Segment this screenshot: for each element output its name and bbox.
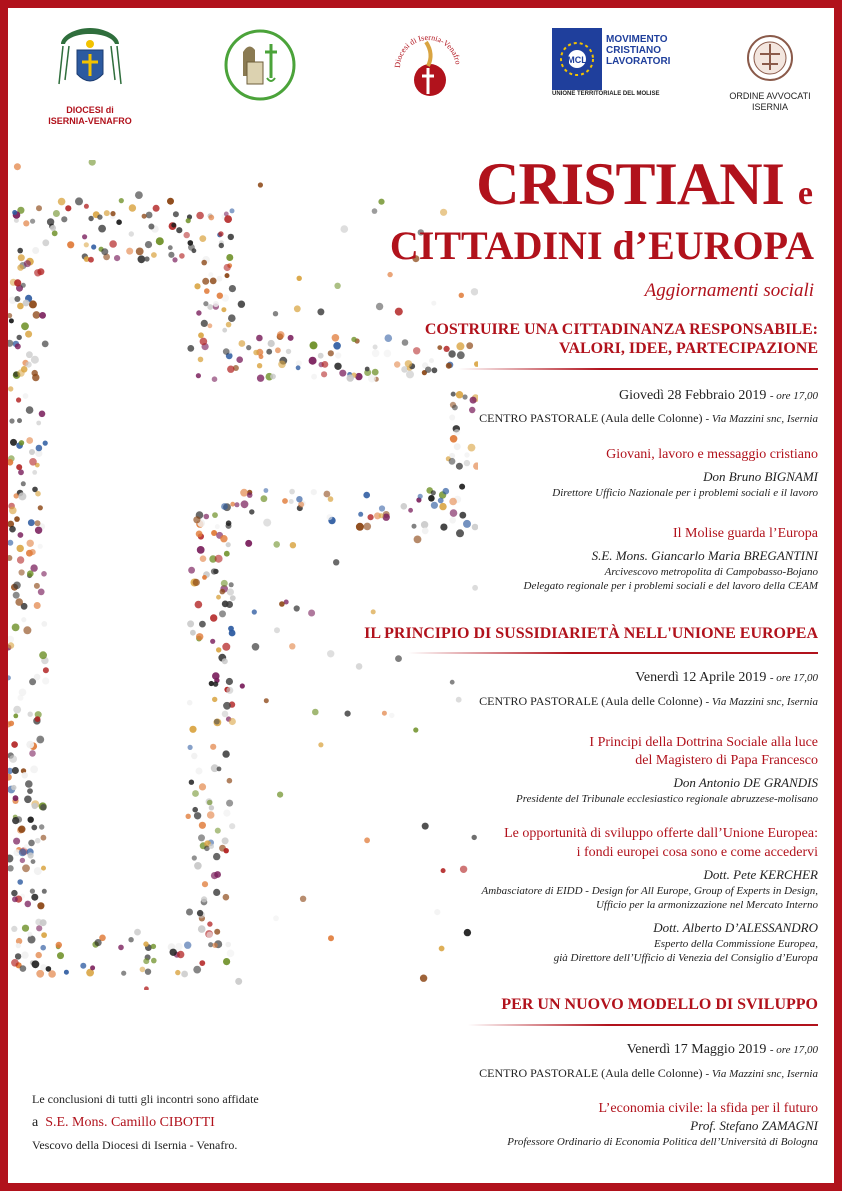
talk4-speaker1: Dott. Pete KERCHER xyxy=(703,867,818,882)
talk3-speaker-role: Presidente del Tribunale ecclesiastico regionale abruzzese-molisano xyxy=(516,793,818,805)
talk4-speaker2-role2: già Direttore dell’Ufficio di Venezia del Consiglio d’Europa xyxy=(553,952,818,964)
title-line2: CITTADINI d’EUROPA xyxy=(389,223,814,268)
mcl-badge xyxy=(552,28,602,90)
crowd-cross-image xyxy=(8,160,478,990)
section2-time: - ore 17,00 xyxy=(769,672,818,684)
talk2-title: Il Molise guarda l’Europa xyxy=(672,526,818,541)
avvocati-caption xyxy=(720,91,820,113)
section3-date-text: Venerdì 17 Maggio 2019 xyxy=(626,1042,767,1057)
closing-line3: Vescovo della Diocesi di Isernia - Venafro. xyxy=(32,1138,238,1152)
section2-place-text: CENTRO PASTORALE (Aula delle Colonne) xyxy=(479,694,703,708)
talk4-speaker2: Dott. Alberto D’ALESSANDRO xyxy=(653,920,818,935)
section3-place xyxy=(479,1065,818,1082)
talk5-speaker-role: Professore Ordinario di Economia Politica dell’Università di Bologna xyxy=(507,1136,818,1148)
avvocati-seal-icon xyxy=(745,30,795,86)
coat-of-arms-icon xyxy=(55,24,125,100)
talk1-title: Giovani, lavoro e messaggio cristiano xyxy=(606,447,818,462)
section1-place xyxy=(479,410,818,427)
title-suffix: e xyxy=(797,175,812,212)
section3-place-text: CENTRO PASTORALE (Aula delle Colonne) xyxy=(479,1066,703,1080)
logo-bar xyxy=(20,24,822,134)
section1-heading-line2: VALORI, IDEE, PARTECIPAZIONE xyxy=(558,340,818,357)
mcl-line3: LAVORATORI xyxy=(606,56,671,67)
talk5-title: L’economia civile: la sfida per il futuro xyxy=(598,1101,818,1116)
section1-time: - ore 17,00 xyxy=(769,390,818,402)
section3-heading xyxy=(501,995,818,1014)
section2-heading-line1: IL PRINCIPIO DI SUSSIDIARIETÀ NELL'UNIONE EUROPEA xyxy=(364,625,818,642)
talk1-speaker-role: Direttore Ufficio Nazionale per i problemi sociali e il lavoro xyxy=(552,487,818,499)
mcl-globe-icon xyxy=(555,37,599,81)
talk3-title-line2: del Magistero di Papa Francesco xyxy=(635,753,818,768)
talk3-speaker: Don Antonio DE GRANDIS xyxy=(673,775,818,790)
talk2-speaker: S.E. Mons. Giancarlo Maria BREGANTINI xyxy=(591,548,818,563)
subtitle: Aggiornamenti sociali xyxy=(644,280,814,301)
mcl-logo xyxy=(552,28,677,98)
cuore-logo xyxy=(220,28,300,107)
main-title xyxy=(476,150,812,219)
talk4-speaker1-role2: Ufficio per la armonizzazione nel Mercato Interno xyxy=(595,899,818,911)
closing-line1: Le conclusioni di tutti gli incontri sono affidate xyxy=(32,1092,259,1106)
closing-note xyxy=(32,1088,259,1157)
diocesi-coat-of-arms-logo xyxy=(40,24,140,127)
closing-name: S.E. Mons. Camillo CIBOTTI xyxy=(45,1115,215,1130)
diocesi-caption xyxy=(40,105,140,127)
section3-heading-line1: PER UN NUOVO MODELLO DI SVILUPPO xyxy=(501,996,818,1013)
mcl-line1: MOVIMENTO xyxy=(606,34,668,45)
section2-address: - Via Mazzini snc, Isernia xyxy=(705,696,818,708)
title-line1: CRISTIANI xyxy=(476,151,784,217)
talk2-speaker-role1: Arcivescovo metropolita di Campobasso-Bojano xyxy=(604,566,818,578)
closing-prefix: a xyxy=(32,1115,39,1130)
section3-time: - ore 17,00 xyxy=(769,1044,818,1056)
diocesi-caption-line2: ISERNIA-VENAFRO xyxy=(48,116,132,126)
section3-address: - Via Mazzini snc, Isernia xyxy=(705,1068,818,1080)
diocesi-emblem-icon xyxy=(388,24,468,104)
diocesi-caption-line1: DIOCESI di xyxy=(66,105,114,115)
avvocati-caption-line1: ORDINE AVVOCATI xyxy=(729,91,811,101)
section2-place xyxy=(479,693,818,710)
section2-date xyxy=(635,670,818,686)
section2-divider xyxy=(408,652,818,654)
section3-divider xyxy=(468,1024,818,1026)
section1-address: - Via Mazzini snc, Isernia xyxy=(705,413,818,425)
section1-place-text: CENTRO PASTORALE (Aula delle Colonne) xyxy=(479,411,703,425)
talk4-speaker1-role1: Ambasciatore di EIDD - Design for All Europe, Group of Experts in Design, xyxy=(481,885,818,897)
heart-cross-icon xyxy=(223,28,297,102)
avvocati-logo xyxy=(720,30,820,113)
mcl-caption: UNIONE TERRITORIALE DEL MOLISE xyxy=(552,91,660,97)
talk1-speaker: Don Bruno BIGNAMI xyxy=(703,469,818,484)
section1-heading xyxy=(425,320,818,358)
talk4-title-line2: i fondi europei cosa sono e come accedervi xyxy=(576,845,818,860)
talk5-speaker: Prof. Stefano ZAMAGNI xyxy=(690,1118,818,1133)
section2-date-text: Venerdì 12 Aprile 2019 xyxy=(635,670,767,685)
mcl-wordmark xyxy=(606,34,670,67)
talk2-speaker-role2: Delegato regionale per i problemi sociali e del lavoro della CEAM xyxy=(523,580,818,592)
section1-heading-line1: COSTRUIRE UNA CITTADINANZA RESPONSABILE: xyxy=(424,321,818,338)
section1-date-text: Giovedì 28 Febbraio 2019 xyxy=(618,388,767,403)
talk4-title-line1: Le opportunità di sviluppo offerte dall’Unione Europea: xyxy=(504,826,818,841)
crowd-people xyxy=(8,160,478,990)
section1-divider xyxy=(458,368,818,370)
avvocati-caption-line2: ISERNIA xyxy=(751,102,788,112)
section3-date xyxy=(627,1042,818,1058)
mcl-line2: CRISTIANO xyxy=(606,45,661,56)
talk4-speaker2-role1: Esperto della Commissione Europea, xyxy=(654,938,818,950)
section2-heading xyxy=(364,624,818,643)
section1-date xyxy=(619,388,818,404)
talk3-title-line1: I Principi della Dottrina Sociale alla luce xyxy=(589,735,818,750)
diocesi-circle-logo xyxy=(388,24,468,109)
svg-text:MCL: MCL xyxy=(567,55,587,65)
svg-text:Diocesi di Isernia-Venafro: Diocesi di Isernia-Venafro xyxy=(392,32,463,69)
